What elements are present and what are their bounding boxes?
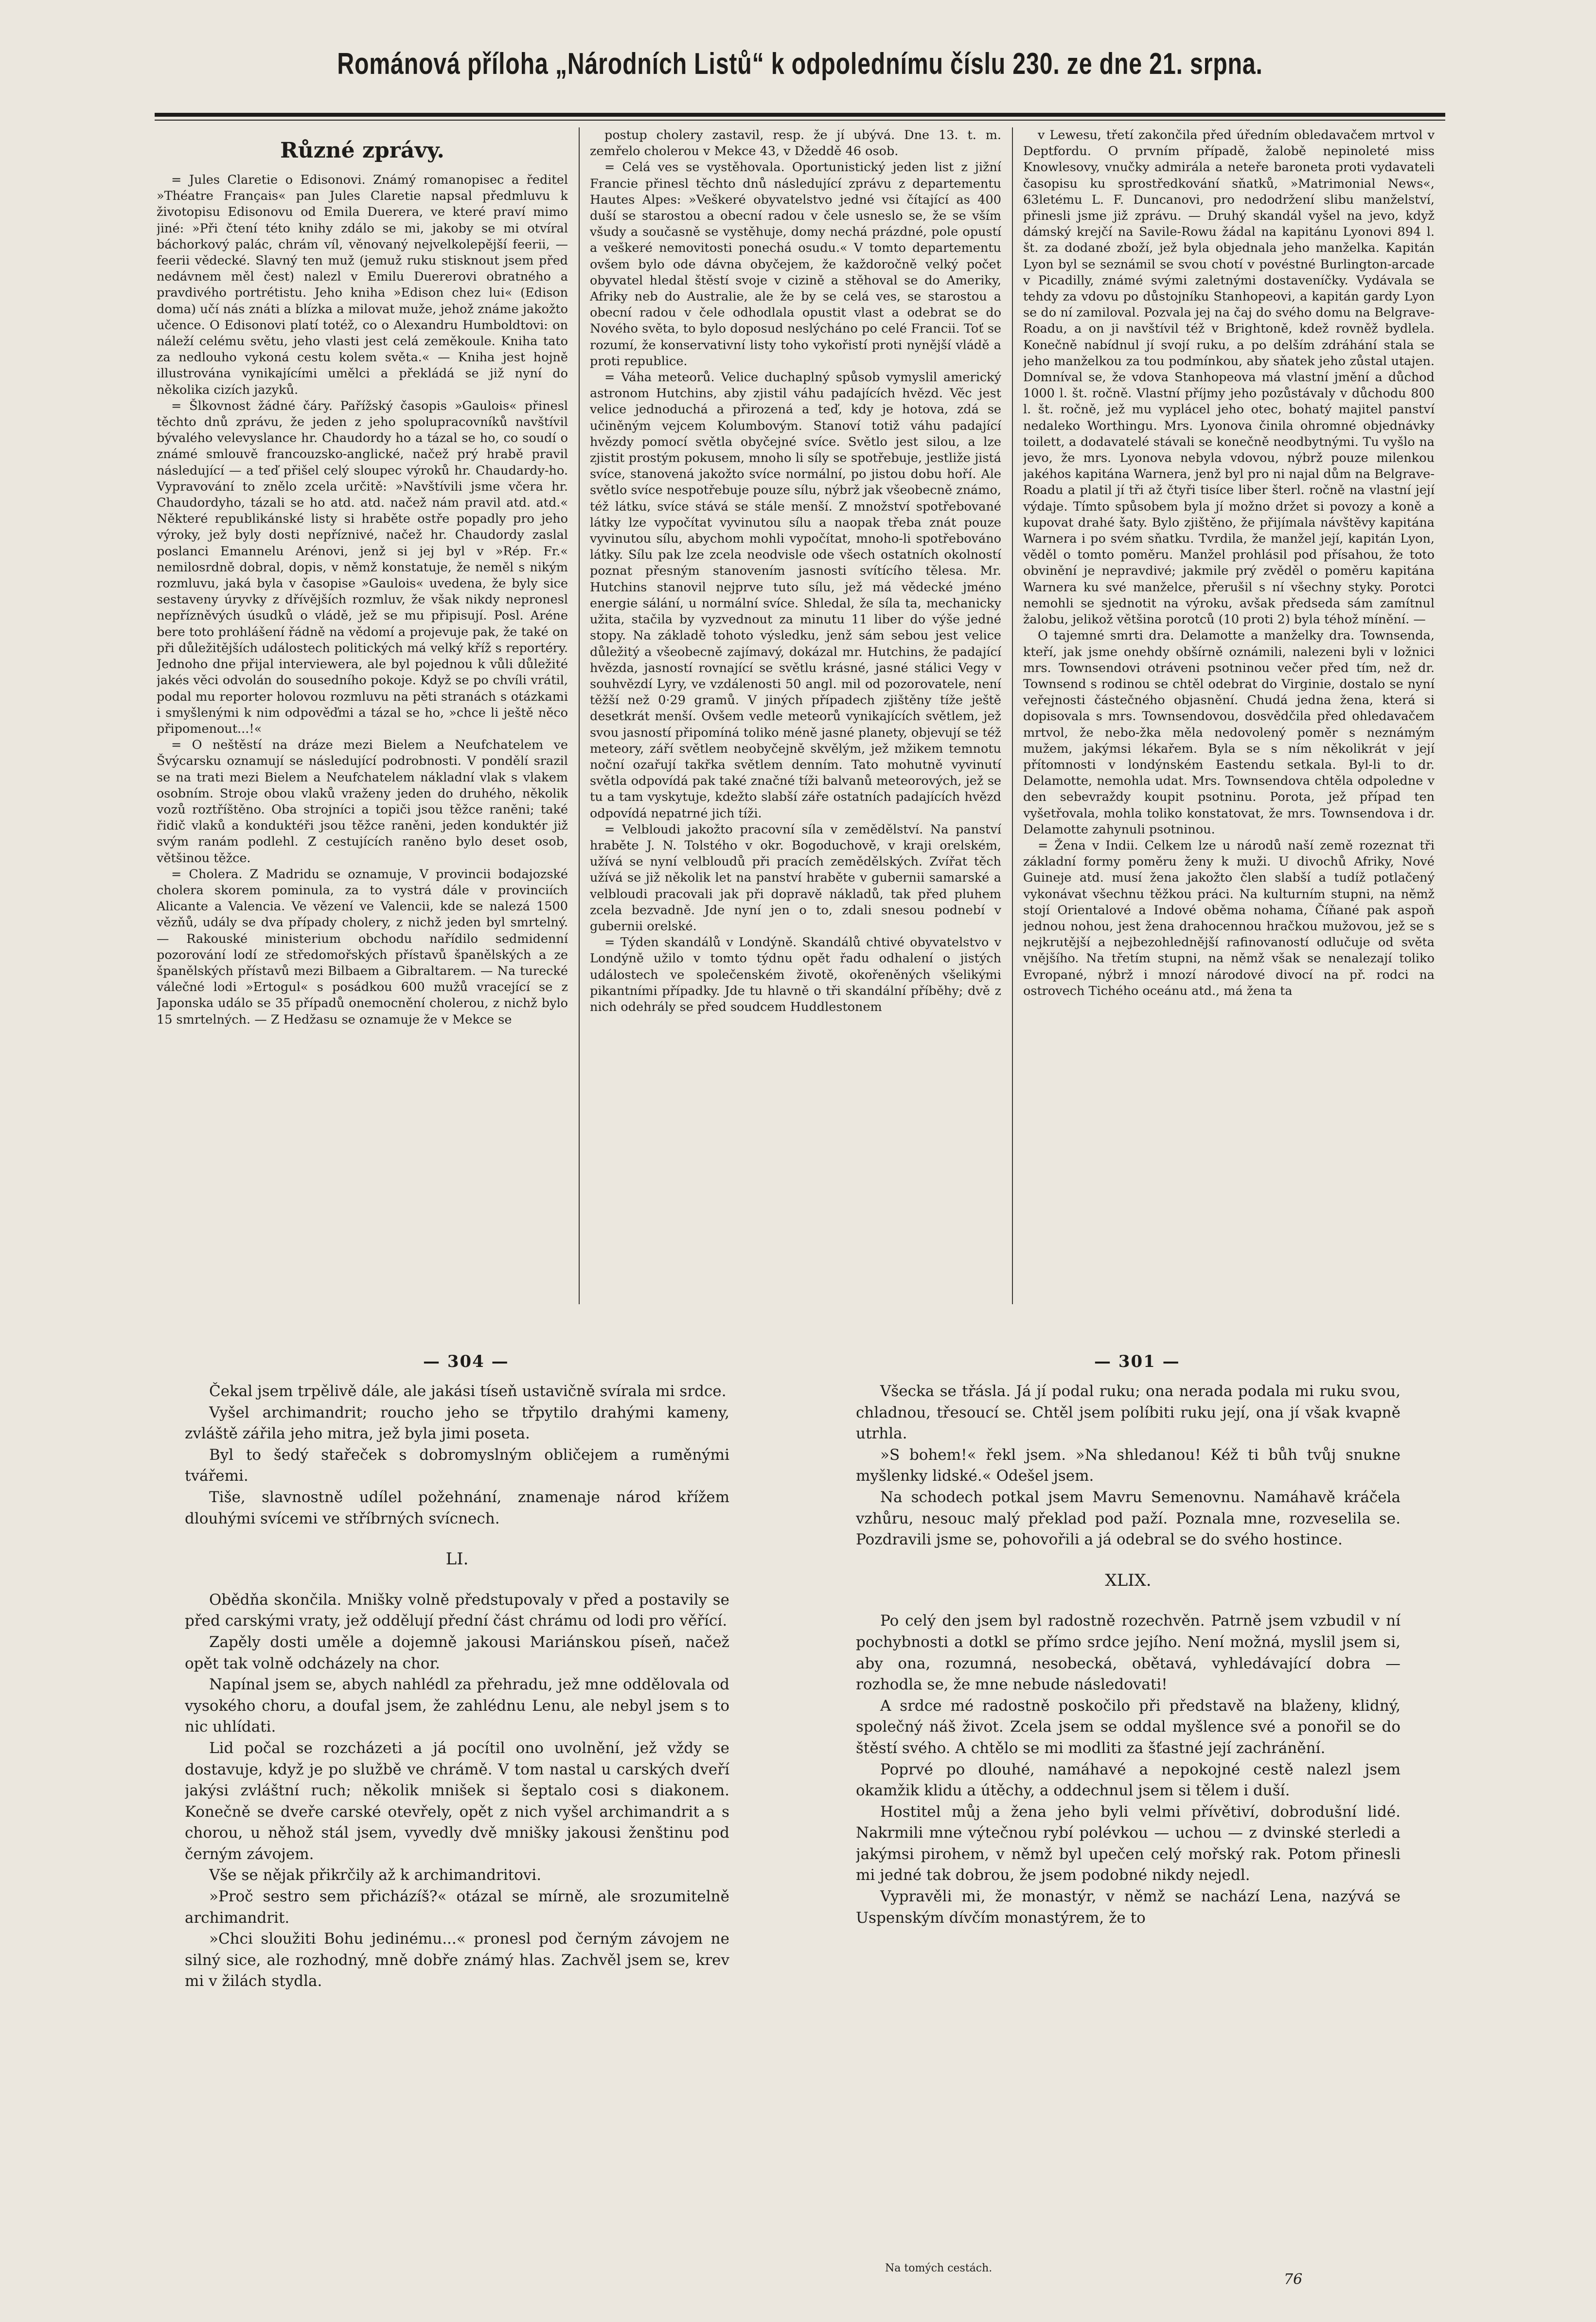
novel-paragraph: Byl to šedý stařeček s dobromyslným obličejem a ruměnými tvářemi. <box>185 1446 729 1485</box>
page-number-right: — 301 — <box>1094 1352 1180 1371</box>
column-divider <box>579 127 580 1304</box>
article-village-emigration: = Celá ves se vystěhovala. Oportunistický jeden list z jižní Francie přinesl těchto dnů následující zprávu z departementu Hautes Alpes: »Veškeré obyvatelstvo jedné vsi čítající as 400 duší se starostou a obecní radou v čele usneslo se, že se vším všudy a současně se vystěhuje, domy nechá prázdné, pole opustí a veškeré nemovitosti ponechá osudu.« V tomto departementu ovšem bylo ode dávna obyčejem, že každoročně velký počet obyvatel hledal štěstí svoje v cizině a stěhoval se do Ameriky, Afriky neb do Australie, ale že by se celá ves, se starostou a obecní radou v čele odhodlala opustit vlast a odebrat se do Nového světa, to bylo doposud neslýcháno po celé Francii. Toť se rozumí, že konservativní listy toho vykořistí proti nynější vládě a proti republice. <box>590 160 1001 369</box>
novel-paragraph: A srdce mé radostně poskočilo při představě na blaženy, klidný, společný náš život. Zcela jsem se oddal myšlence své a ponořil se do štěstí svého. A chtělo se mi modliti za šťastné její zachránění. <box>856 1697 1401 1757</box>
article-camels: = Velbloudi jakožto pracovní síla v zemědělství. Na panství hraběte J. N. Tolstého v okr. Bogoduchově, v kraji orelském, užívá se nyní velbloudů při pracích zemědělských. Zvířat těch užívá se již několik let na panství hraběte v gubernii samarské a velbloudi pracovali jak při dopravě nákladů, tak před pluhem zcela bezvadně. Jde nyní jen o to, zdali snesou podnebí v gubernii orelské. <box>590 822 1001 934</box>
novel-paragraph: Poprvé po dlouhé, namáhavé a nepokojné cestě nalezl jsem okamžik klidu a útěchy, a oddechnul jsem si tělem i duší. <box>856 1760 1401 1800</box>
article-cholera-cont: postup cholery zastavil, resp. že jí ubývá. Dne 13. t. m. zemřelo cholerou v Mekce 43, v Džeddě 46 osob. <box>590 128 1001 159</box>
footnote: Na tomých cestách. <box>885 2262 993 2274</box>
news-column-2 <box>590 127 1001 1302</box>
novel-paragraph: Lid počal se rozcházeti a já pocítil ono uvolnění, jež vždy se dostavuje, když je po službě ve chrámě. V tom nastal u carských dveří jakýsi zvláštní ruch; několik mnišek si šeptalo cosi s diakonem. Konečně se dveře carské otevřely, opět z nich vyšel archimandrit a s chorou, u něhož stál jsem, vyvedly dvě mnišky jakousi ženštinu pod černým závojem. <box>185 1739 729 1863</box>
header-rule-thin <box>155 120 1445 121</box>
novel-page-right <box>856 1381 1401 2256</box>
novel-paragraph: Hostitel můj a žena jeho byli velmi přívětiví, dobrodušní lidé. Nakrmili mne výtečnou rybí polévkou — uchou — z dvinské sterledi a jakýmsi pirohem, v němž byl upečen celý mořský rak. Potom přinesli mi jedné tak dobrou, že jsem podobné nikdy nejedl. <box>856 1803 1401 1884</box>
article-london-scandals: = Týden skandálů v Londýně. Skandálů chtivé obyvatelstvo v Londýně užilo v tomto týdnu opět řadu odhalení o jistých událostech ve společenském životě, okořeněných všelikými pikantními případky. Jde tu hlavně o tři skandální příběhy; dvě z nich odehrály se před soudcem Huddlestonem <box>590 935 1001 1014</box>
article-slkovnost: = Šlkovnost žádné čáry. Pařížský časopis »Gaulois« přinesl těchto dnů zprávu, že jeden z jeho spolupracovníků navštívil bývalého velevyslance hr. Chaudordy ho a tázal se ho, co soudí o známé smlouvě francouzsko-anglické, načež prý hrabě pravil následující — a teď přišel celý sloupec výroků hr. Chaudardy-ho. Vypravování to znělo zcela určitě: »Navštívili jsme včera hr. Chaudordyho, tázali se ho atd. atd. načež nám pravil atd. atd.« Některé republikánské listy si hraběte ostře popadly pro jeho výroky, jež byly dosti nepříznivé, načež hr. Chaudordy zaslal poslanci Emannelu Arénovi, jenž si jej byl v »Rép. Fr.« nemilosrdně dobral, dopis, v němž konstatuje, že neměl s nikým rozmluvu, jaká byla v časopise »Gaulois« uvedena, že byly sice sestaveny úryvky z dřívějších rozmluv, že však nikdy nepronesl nepřízněvých úsudků o vládě, jež se mu připisují. Posl. Aréne bere toto prohlášení řádně na vědomí a projevuje pak, že také on při důležitějších událostech politických má velký kříž s reportéry. Jednoho dne přijal interviewera, ale byl pojednou k vůli důležité jakés věci odvolán do sousedního pokoje. Když se po chvíli vrátil, podal mu reporter holovou rozmluvu na pěti stranách s otázkami i smyšlenými k nim odpověďmi a tázal se ho, »chce li ještě něco připomenout...!« <box>157 398 568 736</box>
novel-paragraph: »Proč sestro sem přicházíš?« otázal se mírně, ale srozumitelně archimandrit. <box>185 1888 729 1927</box>
novel-paragraph: »Chci sloužiti Bohu jedinému...« pronesl pod černým závojem ne silný sice, ale rozhodný, mně dobře známý hlas. Zachvěl jsem se, krev mi v žilách stydla. <box>185 1930 729 1990</box>
novel-page-left <box>185 1381 729 2276</box>
header-rule-thick <box>155 113 1445 117</box>
leaf-number: 76 <box>1284 2271 1303 2288</box>
novel-paragraph: Čekal jsem trpělivě dále, ale jakási tíseň ustavičně svírala mi srdce. <box>209 1383 727 1400</box>
novel-paragraph: »S bohem!« řekl jsem. »Na shledanou! Kéž ti bůh tvůj snukne myšlenky lidské.« Odešel jsem. <box>856 1446 1401 1485</box>
page-number-left: — 304 — <box>423 1352 509 1371</box>
novel-paragraph: Zapěly dosti uměle a dojemně jakousi Mariánskou píseň, načež opět tak volně odcházely na chor. <box>185 1633 729 1672</box>
novel-paragraph: Tiše, slavnostně udílel požehnání, znamenaje národ křížem dlouhými svícemi ve stříbrných svícnech. <box>185 1488 729 1527</box>
article-cholera: = Cholera. Z Madridu se oznamuje, V provincii bodajozské cholera skorem pominula, za to vystrá dále v provinciích Alicante a Valencia. Ve vězení ve Valencii, kde se nalezá 1500 vězňů, udály se dva případy cholery, z nichž jeden byl smrtelný. — Rakouské ministerium obchodu nařídilo sedmidenní pozorování lodí ze středomořských přístavů španělských a ze španělských přístavů mezi Bilbaem a Gibraltarem. — Na turecké válečné lodi »Ertogul« s posádkou 600 mužů vracející se z Japonska událo se 35 případů onemocnění cholerou, z nichž bylo 15 smrtelných. — Z Hedžasu se oznamuje že v Mekce se <box>157 867 568 1027</box>
novel-paragraph: Po celý den jsem byl radostně rozechvěn. Patrně jsem vzbudil v ní pochybnosti a dotkl se přímo srdce jejího. Není možná, myslil jsem si, aby ona, rozumná, nesobecká, obětavá, vyhledávající dobra — rozhodla se, že mne nebude následovati! <box>856 1612 1401 1694</box>
novel-paragraph: Všecka se třásla. Já jí podal ruku; ona nerada podala mi ruku svou, chladnou, třesoucí se. Chtěl jsem políbiti ruku její, ona jí však kvapně utrhla. <box>856 1383 1401 1443</box>
column-divider <box>1012 127 1013 1304</box>
article-woman-india: = Žena v Indii. Celkem lze u národů naší země rozeznat tři základní formy poměru ženy k muži. U divochů Afriky, Nové Guineje atd. musí žena jakožto člen slabší a tudíž potlačený vykonávat všechnu těžkou práci. Na kulturním stupni, na němž stojí Orientalové a Indové oběma nohama, Číňané pak aspoň jednou nohou, jest žena drahocennou hračkou mužovou, jež se s nejkrutější a nejbezohlednější rafinovaností odlučuje od světa vnějšího. Na třetím stupni, na němž však se nenalezají toliko Evropané, nýbrž i mnozí národové divocí na př. rodci na ostrovech Tichého oceánu atd., má žena ta <box>1023 838 1435 998</box>
article-train-accident: = O neštěstí na dráze mezi Bielem a Neufchatelem ve Švýcarsku oznamují se následující podrobnosti. V pondělí srazil se na trati mezi Bielem a Neufchatelem nákladní vlak s vlakem osobním. Stroje obou vlaků vraženy jeden do druhého, několik vozů roztříštěno. Oba strojníci a topiči jsou těžce raněni; také řidič vlaků a konduktéři jsou těžce raněni, jeden konduktér již svým ranám podlehl. Z cestujících raněno bylo deset osob, většinou těžce. <box>157 738 568 866</box>
section-title: Různé zprávy. <box>280 138 444 163</box>
article-claretie: = Jules Claretie o Edisonovi. Známý romanopisec a ředitel »Théatre Français« pan Jules Claretie napsal předmluvu k životopisu Edisonovu od Emila Duerera, ve které praví mimo jiné: »Při čtení této knihy zdálo se mi, jakoby se mi otvíral báchorkový palác, chrám víl, věnovaný nejvelkolepější feerii, — feerii vědecké. Slavný ten muž (jemuž ruku stisknout jsem před nedávnem měl čest) nalezl v Emilu Duererovi obratného a pravdivého portrétistu. Jeho kniha »Edison chez lui« (Edison doma) učí nás znáti a blízka a milovat muže, jehož známe jakožto učence. O Edisonovi platí totéž, co o Alexandru Humboldtovi: on náleží celému světu, jeho vlasti jest celá zeměkoule. Kniha tato za nedlouho vykoná cestu kolem světa.« — Kniha jest hojně illustrována vynikajícími umělci a překládá se již nyní do několika cizích jazyků. <box>157 173 568 397</box>
novel-paragraph: Vypravěli mi, že monastýr, v němž se nachází Lena, nazývá se Uspenským dívčím monastýrem, že to <box>856 1888 1401 1927</box>
novel-paragraph: Na schodech potkal jsem Mavru Semenovnu. Namáhavě kráčela vzhůru, nesouc malý překlad pod paží. Poznala mne, rozveselila se. Pozdravili jsme se, pohovořili a já odebral se do svého hostince. <box>856 1488 1401 1549</box>
chapter-heading: XLIX. <box>1105 1570 1152 1590</box>
novel-paragraph: Vše se nějak přikrčily až k archimandritovi. <box>209 1866 542 1884</box>
page-header: Románová příloha „Národních Listů“ k odpolednímu číslu 230. ze dne 21. srpna. <box>337 47 1263 81</box>
novel-paragraph: Napínal jsem se, abych nahlédl za přehradu, jež mne oddělovala od vysokého choru, a doufal jsem, že zahlédnu Lenu, ale nebyl jsem s to nic uhlídati. <box>185 1676 729 1736</box>
article-delamotte: O tajemné smrti dra. Delamotte a manželky dra. Townsenda, kteří, jak jsme onehdy obšírně oznámili, nalezeni byli v ložnici mrs. Townsendovi otráveni psotninou večer před tím, než dr. Townsend s rodinou se chtěl odebrat do Virginie, dostalo se nyní veřejnosti částečného objasnění. Chudá jedna žena, která si dopisovala s mrs. Townsendovou, dosvědčila před ohledavačem mrtvol, že nebo-žka měla nedovolený poměr s neznámým mužem, jakýmsi lékařem. Byla se s ním několikrát v její přítomnosti v londýnském Eastendu setkala. Byl-li to dr. Delamotte, nemohla udat. Mrs. Townsendova chtěla odpoledne v den sebevraždy koupit psotninu. Porota, jež případ ten vyšetřovala, mohla toliko konstatovat, že mrs. Townsendova i dr. Delamotte zahynuli psotninou. <box>1023 628 1435 837</box>
novel-paragraph: Obědňa skončila. Mnišky volně předstupovaly v před a postavily se před carskými vraty, jež oddělují přední část chrámu od lodi pro věřící. <box>185 1591 729 1630</box>
novel-paragraph: Vyšel archimandrit; roucho jeho se třpytilo drahými kameny, zvláště zářila jeho mitra, jež byla jimi poseta. <box>185 1403 729 1443</box>
article-london-scandals-cont: v Lewesu, třetí zakončila před úředním obledavačem mrtvol v Deptfordu. O prvním případě, žalobě nepinoleté miss Knowlesovy, vnučky admirála a neteře baroneta proti vydavateli časopisu ku sprostředkování sňatků, »Matrimonial News«, 63letému L. F. Duncanovi, pro nedodržení slibu manželství, přinesli jsme již zprávu. — Druhý skandál vyšel na jevo, když dámský krejčí na Savile-Rowu žádal na kapitánu Lyonovi 894 l. št. za dodané zboží, jež byla objednala jeho manželka. Kapitán Lyon byl se seznámil se svou chotí v povéstné Burlington-arcade v Picadilly, známé svými zaletnými dostaveníčky. Vydávala se tehdy za vdovu po důstojníku Stanhopeovi, a kapitán gardy Lyon se do ní zamiloval. Pozvala jej na čaj do svého domu na Belgrave-Roadu, a on ji navštívil též v Brightoně, kdež rovněž bydlela. Konečně nabídnul jí svojí ruku, a po delším zdráhání stala se jeho manželkou za tou podmínkou, aby sňatek jeho zůstal utajen. Domníval se, že vdova Stanhopeova má vlastní jmění a důchod 1000 l. št. ročně. Vlastní příjmy jeho pozůstávaly v důchodu 800 l. št. ročně, jež mu vyplácel jeho otec, bohatý majitel panství nedaleko Worthingu. Mrs. Lyonova činila ohromné objednávky toilett, a dodavatelé stávali se konečně neodbytnými. Tu vyšlo na jevo, že mrs. Lyonova nebyla vdovou, nýbrž pouze milenkou jakéhos kapitána Warnera, jenž byl pro ni najal dům na Belgrave-Roadu a platil jí tři až čtyři tisíce liber šterl. ročně na vlastní její výdaje. Tímto spůsobem byla jí možno držet si povozy a koně a kupovat drahé šaty. Bylo zjištěno, že přijímala návštěvy kapitána Warnera i po svém sňatku. Tvrdila, že manžel její, kapitán Lyon, věděl o tomto poměru. Manžel prohlásil pod přísahou, že toto obvinění je nepravdivé; jakmile prý zvěděl o poměru kapitána Warnera ku své manželce, přerušil s ní všechny styky. Porotci nemohli se sjednotit na výroku, avšak předseda sám zamítnul žalobu, jelikož většina porotců (10 proti 2) byla téhož mínění. — <box>1023 128 1435 627</box>
article-meteor-weight: = Váha meteorů. Velice duchaplný spůsob vymyslil americký astronom Hutchins, aby zjistil váhu padajících hvězd. Věc jest velice jednoduchá a přirozená a teď, kdy je hotova, zdá se učiněným vejcem Kolumbovým. Stanoví totiž váhu padající hvězdy pomocí světla obyčejné svíce. Světlo jest silou, a lze zjistit prostým pokusem, mnoho li síly se spotřebuje, jestliže jistá svíce, stanovená jakožto svíce normální, po jistou dobu hoří. Ale světlo svíce nespotřebuje pouze sílu, nýbrž jak všeobecně známo, též látku, svíce stává se stále menší. Z množství spotřebované látky lze vypočítat vyvinutou sílu a naopak třeba znát pouze vyvinutou sílu, abychom mohli vypočítat, mnoho-li spotřebováno látky. Sílu pak lze zcela neodvisle ode všech ostatních okolností poznat přesným stanovením jasnosti svítícího tělesa. Mr. Hutchins stanovil nejprve tuto sílu, jež má vědecké jméno energie sálání, u normální svíce. Shledal, že síla ta, mechanicky užita, stačila by vyzvednout za minutu 11 liber do výše jedné stopy. Na základě tohoto výsledku, jenž sám sebou jest velice důležitý a všeobecně zajímavý, dokázal mr. Hutchins, že padající hvězda, jasností rovnající se světlu krásné, jasné stálici Vegy v souhvězdí Lyry, ve vzdálenosti 50 angl. mil od pozorovatele, není těžší než 0·29 gramů. V jiných případech zjištěny tíže ještě desetkrát menší. Ovšem vedle meteorů vynikajících světlem, jež svou jasností připomíná toliko méně jasné planety, objevují se též meteory, září světlem neobyčejně skvělým, jež mžikem temnotu noční ozařují takřka světlem denním. Tato mohutně vyvinutí světla odpovídá pak také značné tíži balvanů meteorových, jež se tu a tam vyskytuje, kdežto slabší záře ostatních padajících hvězd odpovídá nepatrné jich tíži. <box>590 370 1001 821</box>
chapter-heading: LI. <box>445 1549 469 1569</box>
news-column-3 <box>1023 127 1435 1309</box>
news-column-1 <box>157 127 568 1302</box>
